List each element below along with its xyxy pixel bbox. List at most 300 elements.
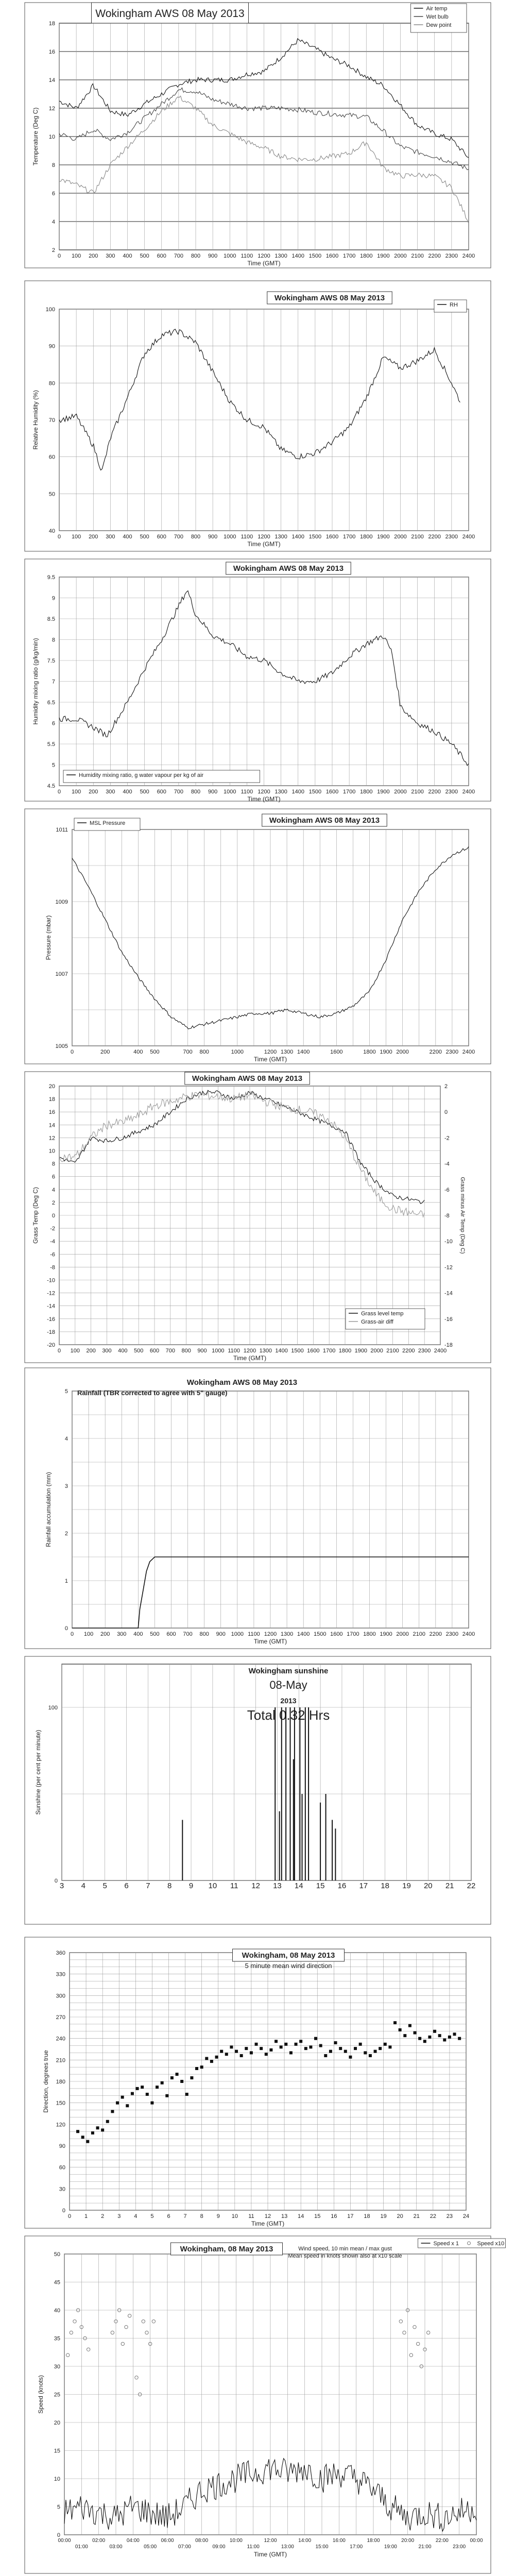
y-tick-label: 4 (52, 219, 55, 225)
wind-direction-point (384, 2043, 387, 2046)
x-tick-label: 2300 (445, 789, 458, 795)
wind-direction-point (205, 2057, 208, 2060)
wind-direction-point (136, 2087, 139, 2090)
x-tick-label: 18 (381, 1882, 389, 1890)
x-tick-label: 800 (181, 1348, 191, 1354)
x-tick-label: 1900 (377, 789, 390, 795)
x-tick-label: 13:00 (281, 2544, 294, 2550)
x-tick-label: 100 (83, 1631, 94, 1637)
legend-label: Grass-air diff (361, 1319, 393, 1325)
x-tick-label: 0 (67, 2213, 72, 2219)
y-tick-label: 30 (59, 2186, 65, 2193)
y-tick-label: 360 (56, 1950, 65, 1956)
x-tick-label: 600 (157, 789, 166, 795)
x-tick-label: 800 (191, 789, 201, 795)
chart-title: Wokingham, 08 May 2013 (242, 1951, 335, 1960)
chart-title: Wokingham AWS 08 May 2013 (269, 816, 380, 825)
wind-direction-point (403, 2034, 406, 2037)
wind-direction-point (250, 2051, 253, 2054)
y-tick-label: 300 (56, 1993, 65, 1999)
y-tick-label: 20 (54, 2420, 60, 2426)
x-tick-label: 2 (101, 2213, 105, 2219)
x-tick-label: 1700 (342, 789, 356, 795)
x-tick-label: 400 (118, 1348, 128, 1354)
wind-direction-point (388, 2045, 391, 2048)
wind-direction-point (156, 2086, 159, 2089)
x-tick-label: 1800 (360, 534, 373, 540)
wind-direction-point (344, 2050, 347, 2053)
y-tick-label: 150 (56, 2100, 65, 2107)
wind-direction-point (379, 2047, 382, 2050)
x-tick-label: 3 (59, 1882, 64, 1890)
x-tick-label: 1700 (347, 1631, 359, 1637)
wind-direction-point (280, 2045, 283, 2048)
y-right-tick-label: -18 (444, 1342, 453, 1348)
wind-direction-point (359, 2043, 362, 2046)
x-tick-label: 1000 (224, 534, 236, 540)
x-tick-label: 2200 (428, 253, 441, 259)
x-tick-label: 2400 (462, 789, 475, 795)
x-tick-label: 1600 (325, 534, 339, 540)
x-tick-label: 1600 (325, 253, 339, 259)
x-tick-label: 15 (316, 1882, 325, 1890)
x-tick-label: 1400 (297, 1049, 310, 1055)
wind-direction-point (369, 2054, 372, 2057)
x-tick-label: 1500 (308, 253, 322, 259)
y-tick-label: 180 (56, 2079, 65, 2085)
wind-direction-point (284, 2043, 287, 2046)
wind-direction-point (295, 2043, 298, 2046)
x-tick-label: 1200 (258, 253, 270, 259)
wind-direction-point (96, 2126, 99, 2129)
wind-direction-point (334, 2041, 337, 2044)
x-tick-label: 1500 (308, 534, 322, 540)
x-tick-label: 2000 (396, 1049, 409, 1055)
y-tick-label: 120 (56, 2122, 65, 2128)
x-tick-label: 2000 (394, 789, 407, 795)
y-tick-label: 1005 (55, 1043, 68, 1049)
wind-direction-point (180, 2080, 183, 2083)
x-tick-label: 0 (57, 534, 61, 540)
y-right-tick-label: -14 (444, 1290, 453, 1297)
x-tick-label: 14:00 (298, 2538, 312, 2544)
x-tick-label: 0 (57, 1348, 61, 1354)
y-tick-label: 10 (54, 2476, 60, 2482)
x-tick-label: 1400 (291, 789, 304, 795)
x-tick-label: 1000 (224, 789, 236, 795)
x-tick-label: 14 (298, 2213, 304, 2219)
x-tick-label: 200 (89, 253, 98, 259)
y-tick-label: 7.5 (47, 658, 55, 664)
y-tick-label: -10 (47, 1277, 55, 1284)
wind-direction-point (314, 2037, 317, 2040)
x-tick-label: 10:00 (229, 2538, 243, 2544)
x-tick-label: 900 (208, 253, 218, 259)
x-tick-label: 1 (84, 2213, 88, 2219)
x-tick-label: 07:00 (178, 2544, 191, 2550)
x-tick-label: 7 (183, 2213, 187, 2219)
chart-title: Wokingham sunshine (248, 1667, 329, 1675)
x-tick-label: 12 (251, 1882, 260, 1890)
x-tick-label: 500 (150, 1631, 160, 1637)
x-tick-label: 700 (174, 789, 184, 795)
x-axis-label: Time (GMT) (233, 1354, 267, 1362)
y-right-tick-label: -8 (444, 1213, 450, 1219)
x-tick-label: 300 (106, 534, 115, 540)
x-tick-label: 1300 (274, 534, 287, 540)
y-tick-label: 18 (48, 1096, 55, 1103)
x-tick-label: 2100 (413, 1631, 425, 1637)
x-tick-label: 00:00 (470, 2538, 483, 2544)
x-tick-label: 13 (273, 1882, 282, 1890)
wind-direction-point (215, 2056, 218, 2059)
chart-frame (25, 3, 491, 268)
chart-frame (25, 281, 491, 551)
x-tick-label: 2400 (434, 1348, 447, 1354)
x-tick-label: 0 (57, 253, 61, 259)
chart-sunshine (25, 1656, 491, 1924)
x-tick-label: 2200 (429, 1631, 442, 1637)
x-tick-label: 2200 (428, 789, 441, 795)
x-tick-label: 20:00 (401, 2538, 415, 2544)
y-axis-label: Temperature (Deg C) (32, 107, 39, 166)
y-tick-label: 0 (52, 1213, 55, 1219)
x-tick-label: 08:00 (195, 2538, 209, 2544)
y-tick-label: 8 (52, 162, 55, 168)
y-tick-label: 5.5 (47, 741, 55, 748)
x-tick-label: 100 (71, 789, 81, 795)
x-tick-label: 2000 (394, 534, 407, 540)
wind-direction-point (393, 2021, 397, 2024)
x-tick-label: 1800 (363, 1631, 376, 1637)
x-tick-label: 200 (86, 1348, 96, 1354)
x-tick-label: 200 (89, 534, 98, 540)
x-axis-label: Time (GMT) (247, 260, 281, 267)
x-tick-label: 1400 (291, 534, 304, 540)
x-tick-label: 1100 (241, 253, 253, 259)
wind-direction-point (433, 2030, 436, 2033)
wind-direction-point (146, 2093, 149, 2096)
wind-direction-point (210, 2060, 213, 2063)
x-tick-label: 700 (183, 1631, 193, 1637)
wind-direction-point (354, 2047, 357, 2050)
x-tick-label: 21:00 (418, 2544, 432, 2550)
y-tick-label: 40 (54, 2308, 60, 2314)
x-tick-label: 300 (106, 253, 115, 259)
wind-direction-point (111, 2110, 114, 2113)
wind-direction-point (131, 2092, 134, 2095)
x-tick-label: 200 (100, 1049, 110, 1055)
x-tick-label: 11 (230, 1882, 238, 1890)
x-tick-label: 00:00 (58, 2538, 71, 2544)
y-tick-label: 20 (48, 1083, 55, 1090)
y-tick-label: 50 (48, 491, 55, 498)
x-tick-label: 10 (231, 2213, 238, 2219)
x-tick-label: 1800 (360, 789, 373, 795)
y-right-tick-label: -6 (444, 1187, 450, 1193)
x-tick-label: 200 (89, 789, 98, 795)
wind-direction-point (245, 2047, 248, 2050)
chart-note: 2013 (280, 1697, 297, 1705)
y-tick-label: 35 (54, 2335, 60, 2342)
y-right-tick-label: -4 (444, 1161, 450, 1167)
x-tick-label: 13 (281, 2213, 288, 2219)
x-tick-label: 2300 (445, 1049, 459, 1055)
x-tick-label: 5 (102, 1882, 107, 1890)
y-right-tick-label: 2 (444, 1083, 448, 1090)
x-tick-label: 7 (146, 1882, 150, 1890)
y-tick-label: 16 (48, 1109, 55, 1116)
x-tick-label: 500 (140, 534, 149, 540)
y-tick-label: 270 (56, 2014, 65, 2021)
chart-subtitle: Wind speed, 10 min mean / max gust (298, 2246, 392, 2252)
y-tick-label: 0 (57, 2532, 60, 2538)
wind-direction-point (269, 2048, 272, 2052)
x-tick-label: 19 (380, 2213, 387, 2219)
chart-rh (25, 281, 491, 551)
y-axis-label: Direction, degrees true (42, 2050, 49, 2113)
x-tick-label: 500 (140, 253, 149, 259)
chart-frame (25, 809, 491, 1064)
y-tick-label: 12 (48, 106, 55, 112)
y-tick-label: 2 (52, 1199, 55, 1206)
wind-direction-point (150, 2102, 153, 2105)
y-tick-label: 14 (48, 77, 55, 83)
legend-label: Wet bulb (426, 14, 449, 20)
x-tick-label: 1500 (308, 789, 322, 795)
x-tick-label: 1700 (342, 534, 356, 540)
chart-pressure (25, 809, 491, 1064)
x-tick-label: 1100 (248, 1631, 260, 1637)
y-tick-label: 90 (59, 2143, 65, 2149)
wind-direction-point (126, 2104, 129, 2107)
y-tick-label: 0 (62, 2208, 65, 2214)
x-tick-label: 300 (102, 1348, 112, 1354)
y-tick-label: 0 (64, 1625, 68, 1632)
x-tick-label: 21 (413, 2213, 420, 2219)
y-tick-label: 330 (56, 1971, 65, 1978)
x-tick-label: 22 (430, 2213, 436, 2219)
wind-direction-point (190, 2076, 193, 2079)
x-tick-label: 17 (347, 2213, 354, 2219)
x-tick-label: 700 (174, 253, 184, 259)
chart-title: Wokingham, 08 May 2013 (180, 2245, 273, 2253)
y-tick-label: 90 (48, 343, 55, 350)
y-axis-label: Pressure (mbar) (45, 915, 52, 960)
y-tick-label: 50 (54, 2251, 60, 2258)
chart-subtitle: 5 minute mean wind direction (245, 1962, 332, 1970)
wind-direction-point (289, 2051, 293, 2054)
x-tick-label: 400 (123, 534, 132, 540)
y-right-axis-label: Grass minus Air Temp (Deg C) (459, 1177, 466, 1254)
x-tick-label: 100 (70, 1348, 80, 1354)
wind-direction-point (91, 2131, 94, 2134)
wind-direction-point (339, 2047, 342, 2050)
x-tick-label: 1300 (274, 789, 287, 795)
y-tick-label: 30 (54, 2364, 60, 2370)
x-tick-label: 1400 (275, 1348, 288, 1354)
chart-total: Total 0.32 Hrs (247, 1707, 330, 1723)
x-tick-label: 500 (133, 1348, 144, 1354)
wind-direction-point (170, 2076, 174, 2079)
chart-subtitle: Mean speed in knots shown also at x10 scale (288, 2253, 402, 2259)
chart-frame (25, 1937, 491, 2228)
y-tick-label: 2 (64, 1531, 68, 1537)
y-tick-label: -2 (50, 1226, 55, 1232)
wind-direction-point (255, 2043, 258, 2046)
y-tick-label: 100 (45, 307, 55, 313)
x-tick-label: 1300 (259, 1348, 272, 1354)
x-tick-label: 1600 (307, 1348, 320, 1354)
x-tick-label: 1600 (330, 1049, 343, 1055)
x-tick-label: 2200 (402, 1348, 415, 1354)
chart-title: Wokingham AWS 08 May 2013 (233, 564, 344, 573)
x-tick-label: 1100 (241, 534, 253, 540)
y-tick-label: 40 (48, 528, 55, 534)
x-tick-label: 05:00 (144, 2544, 157, 2550)
wind-direction-point (423, 2040, 426, 2043)
x-axis-label: Time (GMT) (253, 1638, 287, 1645)
y-tick-label: 45 (54, 2279, 60, 2286)
wind-direction-point (408, 2024, 411, 2027)
legend-label: Speed x 1 (433, 2241, 459, 2247)
wind-direction-point (458, 2037, 461, 2040)
x-tick-label: 17 (359, 1882, 368, 1890)
x-tick-label: 17:00 (350, 2544, 363, 2550)
x-tick-label: 19 (402, 1882, 411, 1890)
x-tick-label: 03:00 (109, 2544, 123, 2550)
y-tick-label: -12 (47, 1290, 55, 1297)
x-tick-label: 6 (167, 2213, 170, 2219)
x-tick-label: 22 (467, 1882, 476, 1890)
x-tick-label: 1400 (297, 1631, 310, 1637)
x-tick-label: 6 (124, 1882, 129, 1890)
x-tick-label: 3 (117, 2213, 121, 2219)
wind-direction-point (81, 2136, 84, 2139)
y-tick-label: 0 (54, 1878, 58, 1884)
x-tick-label: 2400 (462, 1049, 475, 1055)
x-tick-label: 900 (197, 1348, 207, 1354)
x-tick-label: 1900 (354, 1348, 368, 1354)
y-axis-label: Sunshine (per cent per minute) (35, 1730, 42, 1815)
x-tick-label: 600 (149, 1348, 160, 1354)
x-tick-label: 100 (71, 534, 81, 540)
y-right-tick-label: -2 (444, 1135, 450, 1142)
x-tick-label: 11:00 (247, 2544, 260, 2550)
legend-label: RH (450, 302, 458, 308)
y-tick-label: -18 (47, 1329, 55, 1335)
x-tick-label: 22:00 (435, 2538, 449, 2544)
x-tick-label: 600 (157, 253, 166, 259)
x-tick-label: 2300 (445, 1631, 459, 1637)
x-tick-label: 1600 (325, 789, 339, 795)
x-tick-label: 800 (191, 253, 201, 259)
y-tick-label: -16 (47, 1316, 55, 1323)
y-axis-label: Grass Temp (Deg C) (32, 1187, 39, 1244)
x-tick-label: 11 (248, 2213, 254, 2219)
wind-direction-point (414, 2031, 417, 2035)
y-tick-label: 9.5 (47, 574, 55, 581)
legend-label: Dew point (426, 22, 452, 28)
x-tick-label: 700 (174, 534, 184, 540)
chart-frame (25, 2236, 491, 2573)
x-tick-label: 24 (462, 2213, 470, 2219)
chart-title: Wokingham AWS 08 May 2013 (186, 1378, 298, 1387)
chart-wind_speed (25, 2236, 506, 2573)
y-tick-label: -8 (50, 1264, 55, 1271)
x-axis-label: Time (GMT) (247, 795, 281, 803)
y-tick-label: 6.5 (47, 700, 55, 706)
x-tick-label: 2400 (462, 1631, 475, 1637)
chart-frame (25, 1368, 491, 1649)
wind-direction-point (176, 2073, 179, 2076)
x-tick-label: 2000 (394, 253, 407, 259)
x-tick-label: 1600 (330, 1631, 343, 1637)
wind-direction-point (185, 2093, 188, 2096)
y-tick-label: 6 (52, 1174, 55, 1180)
wind-direction-point (225, 2053, 228, 2056)
wind-direction-point (438, 2034, 441, 2037)
x-tick-label: 18:00 (367, 2538, 380, 2544)
wind-direction-point (349, 2056, 352, 2059)
x-tick-label: 1900 (380, 1631, 392, 1637)
x-tick-label: 01:00 (75, 2544, 88, 2550)
y-right-tick-label: -12 (444, 1264, 453, 1271)
chart-title: Wokingham AWS 08 May 2013 (95, 8, 245, 20)
wind-direction-point (274, 2040, 278, 2043)
x-tick-label: 15 (314, 2213, 321, 2219)
x-tick-label: 23:00 (453, 2544, 466, 2550)
x-tick-label: 4 (134, 2213, 138, 2219)
wind-direction-point (121, 2096, 124, 2099)
x-tick-label: 300 (117, 1631, 127, 1637)
x-tick-label: 1200 (264, 1631, 277, 1637)
x-tick-label: 2200 (428, 534, 441, 540)
wind-direction-point (364, 2051, 367, 2054)
x-tick-label: 2400 (462, 253, 475, 259)
wind-direction-point (101, 2128, 104, 2131)
y-tick-label: 1007 (55, 971, 68, 977)
chart-mixing (25, 559, 491, 803)
y-tick-label: -20 (47, 1342, 55, 1348)
x-tick-label: 9 (188, 1882, 194, 1890)
wind-direction-point (453, 2032, 456, 2036)
x-tick-label: 900 (208, 789, 218, 795)
wind-direction-point (309, 2045, 312, 2048)
wind-direction-point (230, 2045, 233, 2048)
x-tick-label: 2200 (429, 1049, 442, 1055)
x-tick-label: 1200 (258, 789, 270, 795)
wind-direction-point (319, 2044, 322, 2047)
y-tick-label: 6 (52, 191, 55, 197)
x-tick-label: 23 (446, 2213, 453, 2219)
x-tick-label: 1300 (274, 253, 287, 259)
y-right-tick-label: 0 (444, 1109, 448, 1116)
x-tick-label: 500 (150, 1049, 160, 1055)
x-tick-label: 700 (183, 1049, 193, 1055)
x-tick-label: 15:00 (315, 2544, 329, 2550)
wind-direction-point (76, 2130, 79, 2133)
wind-direction-point (161, 2081, 164, 2084)
x-tick-label: 2100 (411, 534, 424, 540)
x-tick-label: 1000 (212, 1348, 225, 1354)
y-tick-label: 9 (52, 595, 55, 602)
y-axis-label: Relative Humidity (%) (32, 390, 39, 450)
x-tick-label: 2100 (411, 253, 424, 259)
x-tick-label: 2300 (445, 253, 458, 259)
y-tick-label: 8 (52, 637, 55, 643)
wind-direction-point (165, 2094, 168, 2097)
